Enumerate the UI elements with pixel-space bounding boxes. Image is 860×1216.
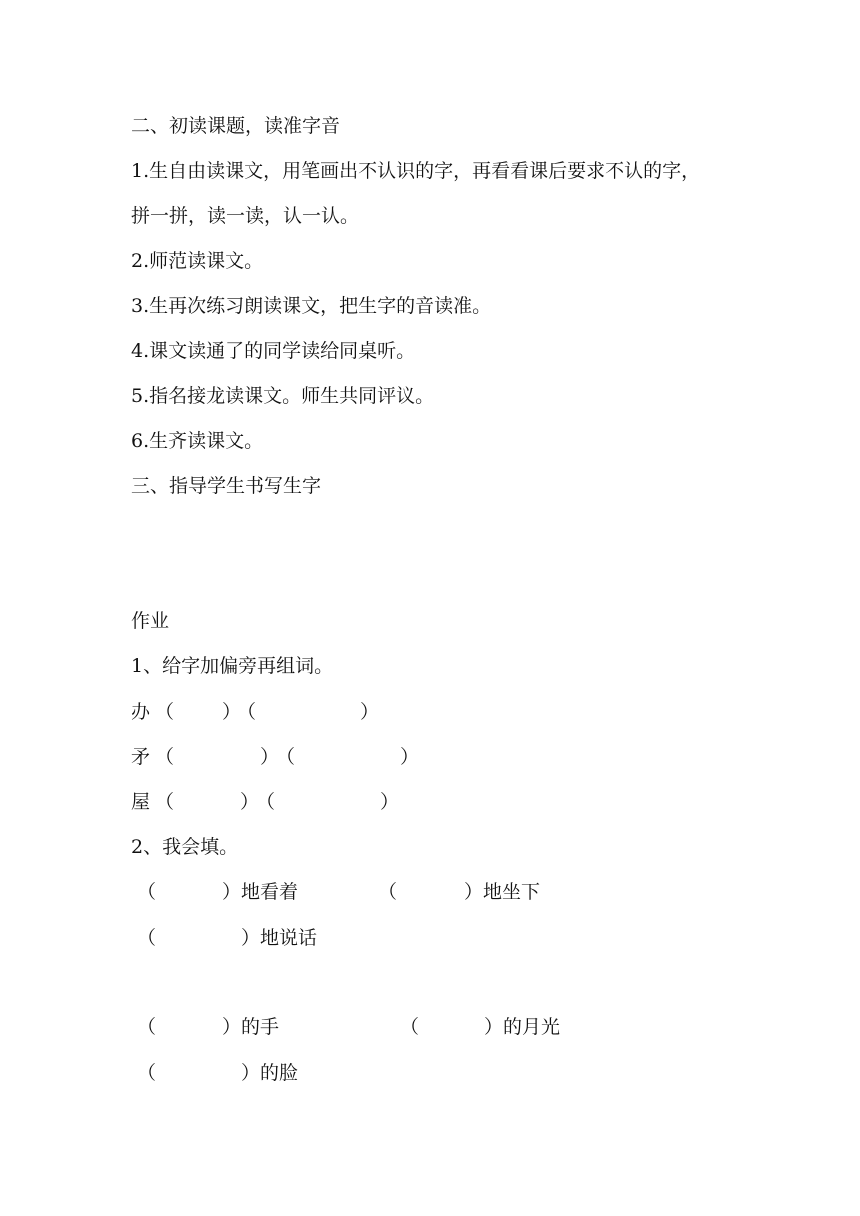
close-paren: ） (222, 881, 242, 903)
step-4: 4.课文读通了的同学读给同桌听。 (131, 340, 416, 362)
homework-title: 作业 (131, 610, 170, 632)
fill-blank-text: 地看着 (241, 881, 299, 903)
close-paren: ） (484, 1016, 504, 1038)
fill-blank-text: 的手 (241, 1016, 280, 1038)
open-paren: （ (155, 791, 175, 813)
fill-blank-text: 地说话 (260, 927, 318, 949)
close-paren: ） (360, 701, 380, 723)
section-2-heading: 二、初读课题，读准字音 (131, 115, 341, 137)
open-paren: （ (400, 1016, 420, 1038)
close-paren: ） (222, 701, 242, 723)
open-paren: （ (237, 701, 257, 723)
step-3: 3.生再次练习朗读课文，把生字的音读准。 (131, 295, 492, 317)
open-paren: （ (155, 701, 175, 723)
fill-blank-text: 地坐下 (483, 881, 541, 903)
close-paren: ） (464, 881, 484, 903)
close-paren: ） (380, 791, 400, 813)
task-1-char: 矛 (131, 746, 151, 768)
close-paren: ） (222, 1016, 242, 1038)
open-paren: （ (137, 1062, 157, 1084)
step-5: 5.指名接龙读课文。师生共同评议。 (131, 385, 435, 407)
close-paren: ） (400, 746, 420, 768)
open-paren: （ (137, 927, 157, 949)
fill-blank-text: 的月光 (503, 1016, 561, 1038)
open-paren: （ (137, 881, 157, 903)
fill-blank-text: 的脸 (260, 1062, 299, 1084)
close-paren: ） (260, 746, 280, 768)
section-3-heading: 三、指导学生书写生字 (131, 475, 322, 497)
open-paren: （ (276, 746, 296, 768)
close-paren: ） (241, 1062, 261, 1084)
open-paren: （ (137, 1016, 157, 1038)
task-1-title: 1、给字加偏旁再组词。 (131, 655, 334, 677)
step-2: 2.师范读课文。 (131, 250, 264, 272)
close-paren: ） (241, 927, 261, 949)
step-6: 6.生齐读课文。 (131, 430, 264, 452)
open-paren: （ (378, 881, 398, 903)
open-paren: （ (256, 791, 276, 813)
task-1-char: 办 (131, 701, 151, 723)
task-2-title: 2、我会填。 (131, 836, 239, 858)
task-1-char: 屋 (131, 791, 151, 813)
step-1-line-1: 1.生自由读课文，用笔画出不认识的字，再看看课后要求不认的字， (131, 160, 701, 182)
open-paren: （ (155, 746, 175, 768)
close-paren: ） (240, 791, 260, 813)
step-1-line-2: 拼一拼，读一读，认一认。 (131, 205, 360, 227)
